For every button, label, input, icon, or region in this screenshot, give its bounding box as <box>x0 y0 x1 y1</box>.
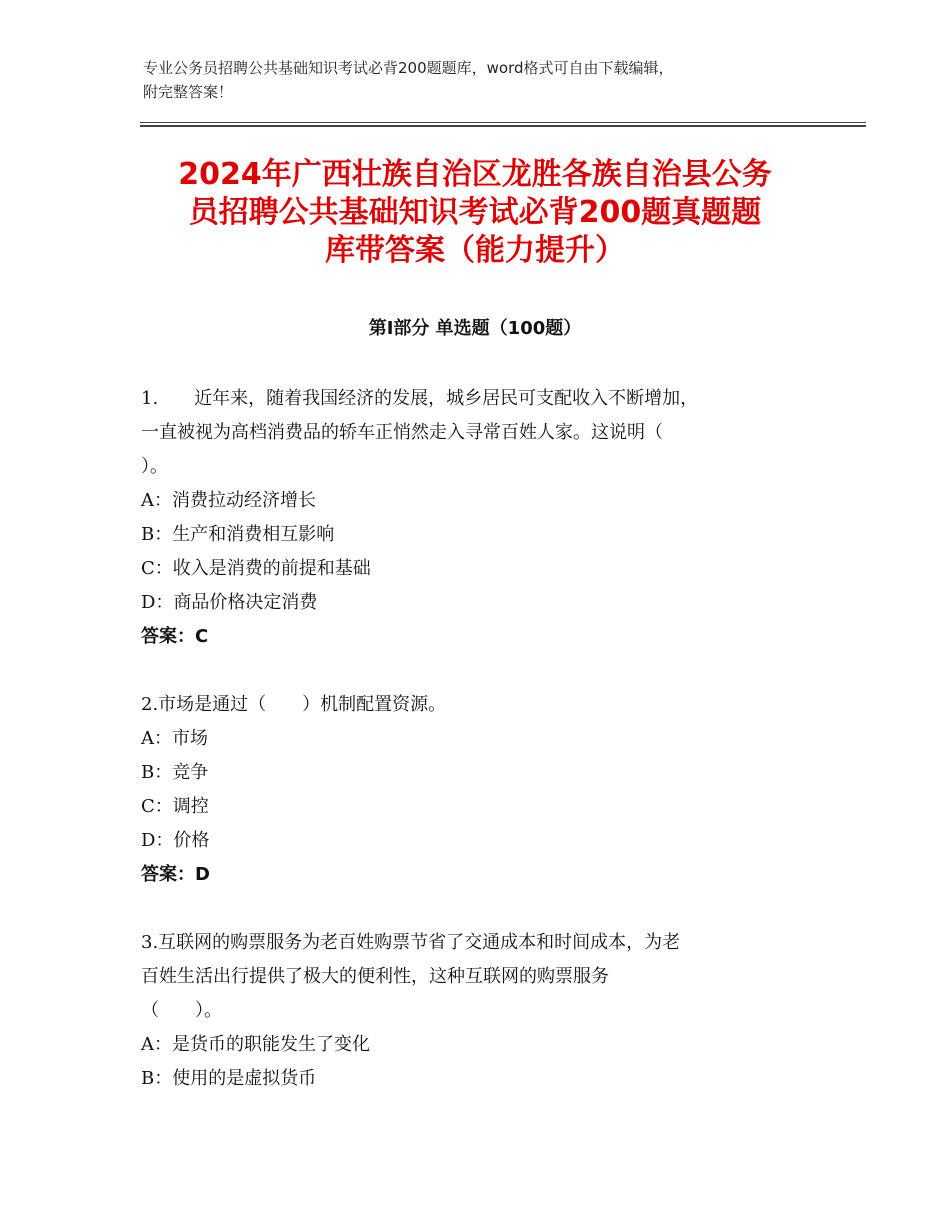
question-3-option-b: B：使用的是虚拟货币 <box>141 1068 317 1089</box>
document-title <box>120 156 830 270</box>
question-2-option-a: A：市场 <box>141 728 208 749</box>
document-title-line-1: 2024年广西壮族自治区龙胜各族自治县公务 <box>178 157 772 192</box>
document-title-line-3: 库带答案（能力提升） <box>325 233 625 268</box>
header-note-line-2: 附完整答案！ <box>143 83 234 101</box>
question-1-option-c: C：收入是消费的前提和基础 <box>141 558 371 579</box>
header-note-line-1: 专业公务员招聘公共基础知识考试必背200题题库，word格式可自由下载编辑， <box>143 59 674 77</box>
question-1-stem-line-3: ）。 <box>141 456 168 477</box>
question-2-option-d: D：价格 <box>141 830 210 851</box>
question-2-option-c: C：调控 <box>141 796 209 817</box>
header-divider-thin <box>140 122 866 123</box>
question-1-stem-text: 近年来，随着我国经济的发展，城乡居民可支配收入不断增加， <box>194 388 699 409</box>
question-3-option-a: A：是货币的职能发生了变化 <box>141 1034 370 1055</box>
question-1-stem-line-1 <box>141 386 831 412</box>
question-2-option-b: B：竞争 <box>141 762 209 783</box>
question-1-number: 1. <box>141 388 159 409</box>
section-heading: 第Ⅰ部分 单选题（100题） <box>368 318 582 339</box>
header-note <box>143 56 823 104</box>
header-divider-thick <box>140 125 866 127</box>
question-1-stem-line-2: 一直被视为高档消费品的轿车正悄然走入寻常百姓人家。这说明（ <box>141 422 663 443</box>
question-3-stem-line-3: （ ）。 <box>141 1000 222 1021</box>
question-1-option-d: D：商品价格决定消费 <box>141 592 318 613</box>
question-3-stem-line-2: 百姓生活出行提供了极大的便利性，这种互联网的购票服务 <box>141 966 609 987</box>
question-2-answer: 答案：D <box>141 864 210 885</box>
question-1-answer: 答案：C <box>141 626 209 647</box>
question-1-option-a: A：消费拉动经济增长 <box>141 490 316 511</box>
question-2-stem-line-1: 2.市场是通过（ ）机制配置资源。 <box>141 694 447 715</box>
document-title-line-2: 员招聘公共基础知识考试必背200题真题题 <box>188 195 762 230</box>
question-1-option-b: B：生产和消费相互影响 <box>141 524 335 545</box>
question-3-stem-line-1: 3.互联网的购票服务为老百姓购票节省了交通成本和时间成本，为老 <box>141 932 681 953</box>
